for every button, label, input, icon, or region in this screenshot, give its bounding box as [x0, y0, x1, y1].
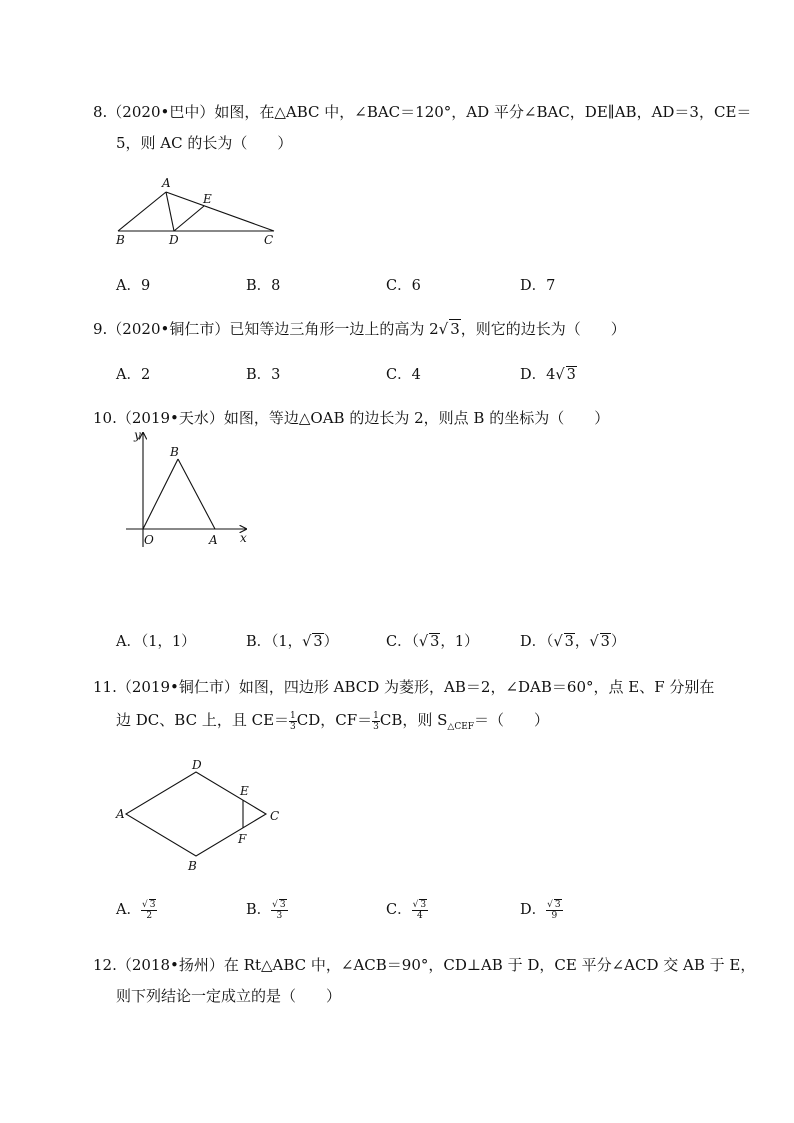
q11-label-d: D	[192, 758, 202, 772]
q11-option-c: C． $\frac{√ 3}{4}$	[386, 900, 427, 921]
q11-label-b: B	[188, 859, 197, 873]
q10-label-y: y	[134, 428, 141, 442]
fraction-one-third: $\frac{1}{3}$	[290, 710, 296, 732]
q8-label-e: E	[203, 192, 212, 206]
q11-label-c: C	[270, 809, 280, 823]
q10-label-b: B	[170, 445, 179, 459]
q9-option-a: A．2	[116, 367, 151, 383]
q9-option-d: D．4√ 3	[520, 367, 576, 383]
q11-rhombus-figure	[108, 752, 288, 874]
q8-option-a: A．9	[116, 278, 151, 294]
q10-side-ob	[143, 459, 178, 529]
q9-stem: 9.（2020•铜仁市）已知等边三角形一边上的高为 2√ 3，则它的边长为（ ）	[93, 320, 626, 338]
q8-label-a: A	[162, 176, 171, 190]
q8-label-c: C	[264, 233, 274, 247]
q9-option-c: C．4	[386, 367, 421, 383]
q8-option-d: D．7	[520, 278, 556, 294]
q8-label-d: D	[169, 233, 179, 247]
q11-option-b: B． $\frac{√ 3}{3}$	[246, 900, 286, 921]
q8-side-ab	[118, 192, 166, 231]
q10-option-d: D．（√ 3，√ 3）	[520, 634, 626, 650]
q10-coordinate-figure	[122, 425, 262, 550]
q10-side-ab	[178, 459, 215, 529]
q10-label-x: x	[240, 531, 247, 545]
q11-label-f: F	[238, 832, 247, 846]
q11-option-a: A． $\frac{√ 3}{2}$	[116, 900, 156, 921]
q9-option-b: B．3	[246, 367, 281, 383]
q10-label-a: A	[209, 533, 218, 547]
q12-stem-line2: 则下列结论一定成立的是（ ）	[116, 987, 342, 1005]
q8-stem-line1: 8.（2020•巴中）如图，在△ABC 中，∠BAC＝120°，AD 平分∠BAC，DE∥AB，AD＝3，CE＝	[93, 103, 752, 121]
q8-option-c: C．6	[386, 278, 421, 294]
q8-segment-ad	[166, 192, 174, 231]
q10-option-b: B．（1，√ 3）	[246, 634, 339, 650]
q8-label-b: B	[116, 233, 125, 247]
q11-label-e: E	[240, 784, 249, 798]
fraction-one-third: $\frac{1}{3}$	[373, 710, 379, 732]
q11-option-d: D． $\frac{√ 3}{9}$	[520, 900, 561, 921]
q10-label-o: O	[144, 533, 154, 547]
q8-segment-de	[174, 206, 204, 231]
q10-stem: 10.（2019•天水）如图，等边△OAB 的边长为 2，则点 B 的坐标为（ ）	[93, 409, 610, 427]
q8-triangle-figure	[108, 172, 288, 252]
q11-stem-line2: 边 DC、BC 上，且 CE＝ $\frac{1}{3}$ CD，CF＝ $\frac{1}{3}$ CB，则 $S_{\triangle CEF}=$（ ）	[116, 710, 550, 732]
q12-stem-line1: 12.（2018•扬州）在 Rt△ABC 中，∠ACB＝90°，CD⊥AB 于 D，CE 平分∠ACD 交 AB 于 E，	[93, 956, 756, 974]
sqrt-symbol: √ 3	[438, 320, 460, 338]
q8-option-b: B．8	[246, 278, 281, 294]
q11-stem-line1: 11.（2019•铜仁市）如图，四边形 ABCD 为菱形，AB＝2，∠DAB＝60°，点 E、F 分别在	[93, 678, 715, 696]
q8-stem-line2: 5，则 AC 的长为（ ）	[116, 134, 293, 152]
q11-label-a: A	[116, 807, 125, 821]
q10-option-c: C．（√ 3，1）	[386, 634, 479, 650]
q10-option-a: A．（1，1）	[116, 634, 196, 650]
q8-side-ac	[166, 192, 274, 231]
